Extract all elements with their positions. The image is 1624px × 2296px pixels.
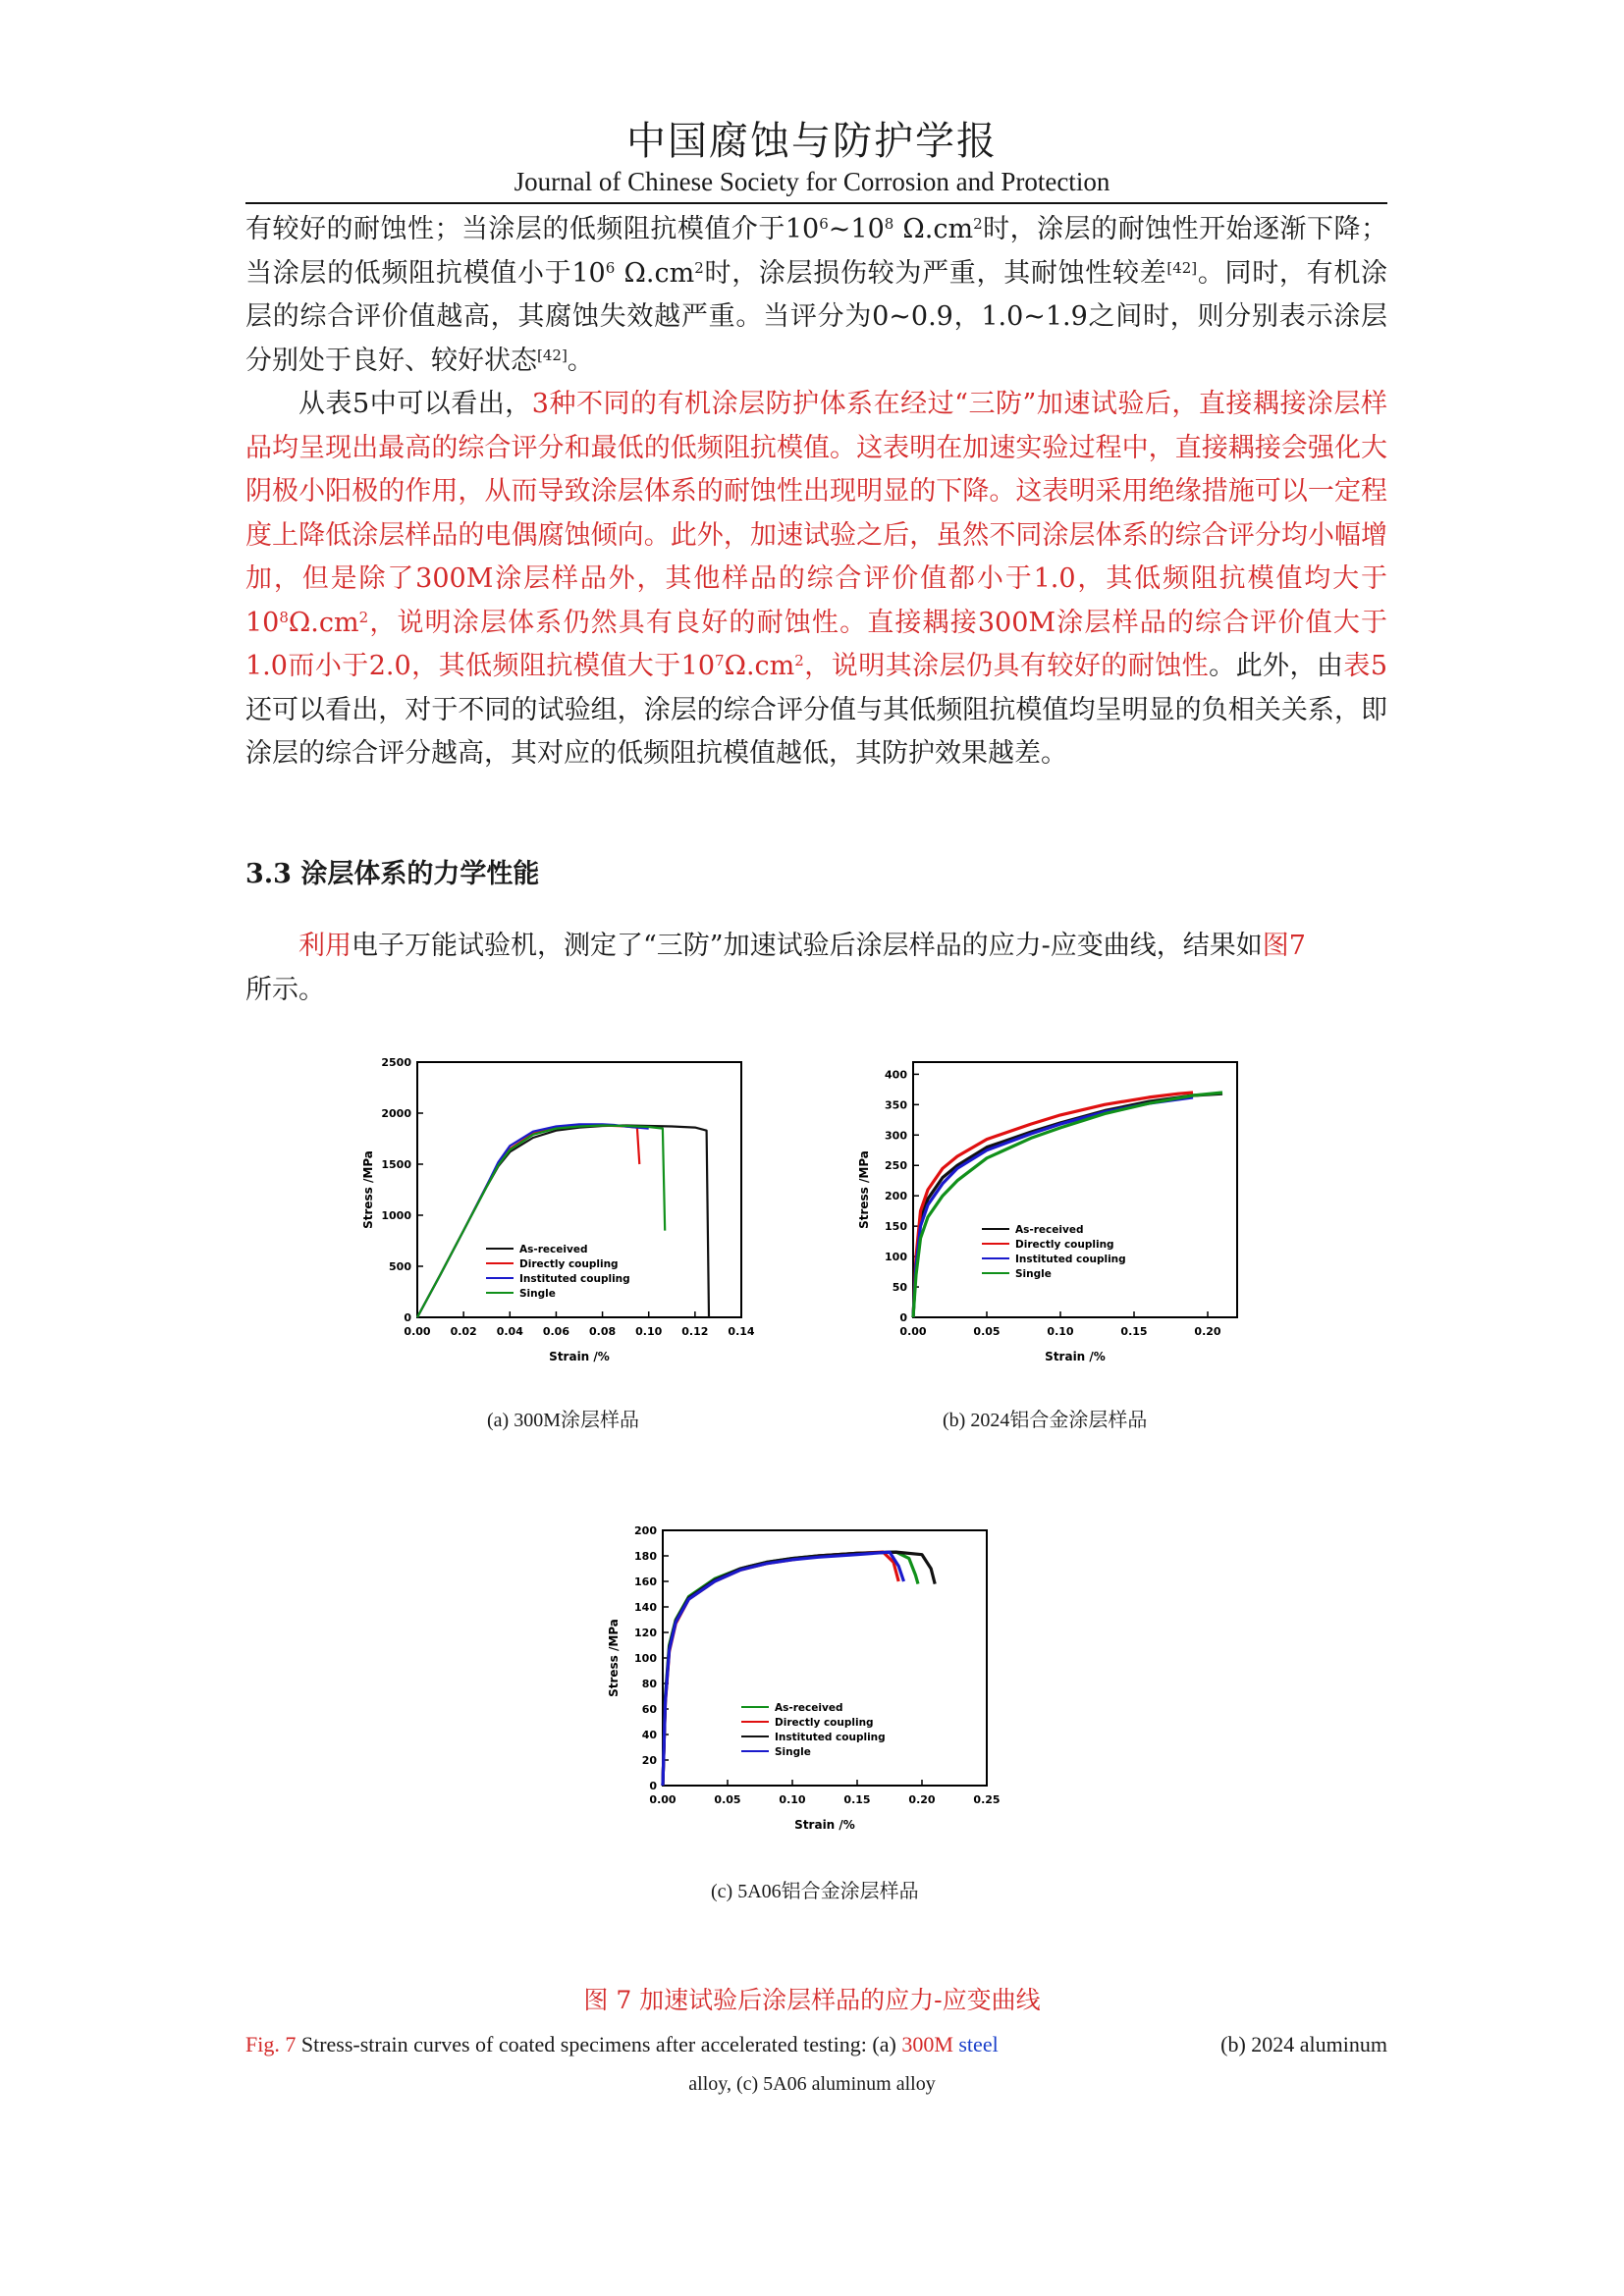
y-tick-label: 20 <box>641 1754 657 1767</box>
journal-title-en: Journal of Chinese Society for Corrosion and Protection <box>514 167 1110 196</box>
figure-caption-en-line2: alloy, (c) 5A06 aluminum alloy <box>688 2073 936 2095</box>
caption-c: (c) 5A06铝合金涂层样品 <box>711 1881 919 1902</box>
x-tick-label: 0.08 <box>589 1325 617 1338</box>
caption-b: (b) 2024铝合金涂层样品 <box>943 1410 1148 1431</box>
y-tick-label: 300 <box>885 1129 907 1143</box>
caption-a: (a) 300M涂层样品 <box>487 1410 639 1431</box>
x-tick-label: 0.04 <box>496 1325 523 1338</box>
x-tick-label: 0.05 <box>973 1325 1001 1338</box>
x-tick-label: 0.05 <box>714 1793 741 1806</box>
citation-42[interactable]: [42] <box>1166 258 1198 277</box>
y-tick-label: 140 <box>634 1601 657 1614</box>
x-tick-label: 0.20 <box>1194 1325 1221 1338</box>
y-tick-label: 150 <box>885 1220 907 1234</box>
x-tick-label: 0.20 <box>908 1793 936 1806</box>
x-tick-label: 0.00 <box>649 1793 677 1806</box>
x-tick-label: 0.00 <box>404 1325 431 1338</box>
plot-frame <box>663 1530 987 1786</box>
x-tick-label: 0.15 <box>1120 1325 1148 1338</box>
chart-2024 <box>844 1058 1257 1372</box>
body-text <box>245 208 1387 776</box>
citation-42[interactable]: [42] <box>537 346 568 364</box>
legend-label: Instituted coupling <box>519 1273 630 1285</box>
x-tick-label: 0.15 <box>843 1793 871 1806</box>
table-link[interactable]: 表5 <box>1343 651 1388 681</box>
y-tick-label: 40 <box>641 1729 657 1741</box>
y-tick-label: 200 <box>885 1190 907 1203</box>
x-axis-label: Strain /% <box>549 1350 610 1363</box>
y-tick-label: 0 <box>899 1311 907 1324</box>
paragraph-3: 利用电子万能试验机，测定了“三防”加速试验后涂层样品的应力-应变曲线，结果如图7 所示。 <box>245 931 1306 1005</box>
legend-label: As-received <box>519 1244 588 1255</box>
legend-label: Directly coupling <box>519 1258 619 1270</box>
x-tick-label: 0.10 <box>779 1793 806 1806</box>
y-tick-label: 350 <box>885 1098 907 1112</box>
figure-caption-cn: 图 7 加速试验后涂层样品的应力-应变曲线 <box>583 1986 1041 2014</box>
x-tick-label: 0.10 <box>1047 1325 1074 1338</box>
x-tick-label: 0.12 <box>681 1325 709 1338</box>
y-tick-label: 2000 <box>381 1107 411 1120</box>
paragraph-1: 有较好的耐蚀性；当涂层的低频阻抗模值介于$10^6\sim 10^8$ $\Omega.cm^2$时，涂层的耐蚀性开始逐渐下降；当涂层的低频阻抗模值小于$10^6$ $\Omega.cm^2$时，涂层损伤较为严重，其耐蚀性较差[42]。同时，有机涂层的综合评价值越高，其腐蚀失效越严重。当评分为0~0.9，1.0~1.9之间时，则分别表示涂层分别处于良好、较好状态[42]。 <box>245 214 1388 376</box>
header-rule <box>245 202 1387 204</box>
y-axis-label: Stress /MPa <box>361 1150 375 1229</box>
legend-label: As-received <box>1015 1224 1084 1236</box>
y-tick-label: 50 <box>892 1281 907 1295</box>
x-tick-label: 0.10 <box>635 1325 663 1338</box>
y-tick-label: 500 <box>389 1260 411 1273</box>
x-tick-label: 0.00 <box>899 1325 927 1338</box>
legend-label: Single <box>519 1288 556 1300</box>
figure-caption-en: Fig. 7 Stress-strain curves of coated specimens after accelerated testing: (a) 300M steel (b) 2024 aluminum <box>245 2032 1387 2056</box>
y-tick-label: 60 <box>641 1703 657 1716</box>
y-tick-label: 0 <box>404 1311 411 1324</box>
y-tick-label: 1000 <box>381 1209 411 1222</box>
y-axis-label: Stress /MPa <box>607 1619 621 1697</box>
plot-frame <box>913 1062 1237 1317</box>
figure-link[interactable]: 图7 <box>1262 931 1306 961</box>
y-tick-label: 250 <box>885 1159 907 1173</box>
x-axis-label: Strain /% <box>1045 1350 1106 1363</box>
y-tick-label: 100 <box>634 1652 657 1665</box>
y-tick-label: 400 <box>885 1068 907 1082</box>
y-tick-label: 200 <box>634 1526 657 1537</box>
y-tick-label: 120 <box>634 1627 657 1639</box>
y-tick-label: 160 <box>634 1575 657 1588</box>
legend-label: Instituted coupling <box>1015 1254 1126 1265</box>
chart-5a06 <box>594 1526 1006 1841</box>
journal-title-cn: 中国腐蚀与防护学报 <box>626 119 998 164</box>
paragraph-2: 从表5中可以看出，3种不同的有机涂层防护体系在经过“三防”加速试验后，直接耦接涂层样品均呈现出最高的综合评分和最低的低频阻抗模值。这表明在加速实验过程中，直接耦接会强化大阴极小阳极的作用，从而导致涂层体系的耐蚀性出现明显的下降。这表明采用绝缘措施可以一定程度上降低涂层样品的电偶腐蚀倾向。此外，加速试验之后，虽然不同涂层体系的综合评分均小幅增加，但是除了300M涂层样品外，其他样品的综合评价值都小于1.0，其低频阻抗模值均大于$10^8\Omega.cm^2$，说明涂层体系仍然具有良好的耐蚀性。直接耦接300M涂层样品的综合评价值大于1.0而小于2.0，其低频阻抗模值大于$10^7\Omega.cm^2$，说明其涂层仍具有较好的耐蚀性。此外，由表5还可以看出，对于不同的试验组，涂层的综合评分值与其低频阻抗模值均呈明显的负相关关系，即涂层的综合评分越高，其对应的低频阻抗模值越低，其防护效果越差。 <box>245 389 1388 769</box>
chart-300m <box>349 1058 761 1372</box>
legend-label: Directly coupling <box>775 1717 874 1729</box>
y-tick-label: 2500 <box>381 1058 411 1069</box>
x-axis-label: Strain /% <box>794 1818 855 1832</box>
x-tick-label: 0.02 <box>450 1325 477 1338</box>
x-tick-label: 0.06 <box>542 1325 569 1338</box>
legend-label: Single <box>1015 1268 1052 1280</box>
x-tick-label: 0.25 <box>973 1793 1001 1806</box>
legend-label: As-received <box>775 1702 843 1714</box>
y-tick-label: 100 <box>885 1251 907 1264</box>
section-heading: 3.3 涂层体系的力学性能 <box>245 859 540 889</box>
legend-label: Single <box>775 1746 811 1758</box>
y-axis-label: Stress /MPa <box>857 1150 871 1229</box>
legend-label: Instituted coupling <box>775 1732 886 1743</box>
series-line-single <box>913 1093 1222 1317</box>
y-tick-label: 80 <box>641 1678 657 1690</box>
y-tick-label: 0 <box>649 1780 657 1792</box>
x-tick-label: 0.14 <box>728 1325 755 1338</box>
series-line-as-received <box>913 1094 1222 1317</box>
y-tick-label: 180 <box>634 1550 657 1563</box>
y-tick-label: 1500 <box>381 1158 411 1171</box>
legend-label: Directly coupling <box>1015 1239 1114 1251</box>
